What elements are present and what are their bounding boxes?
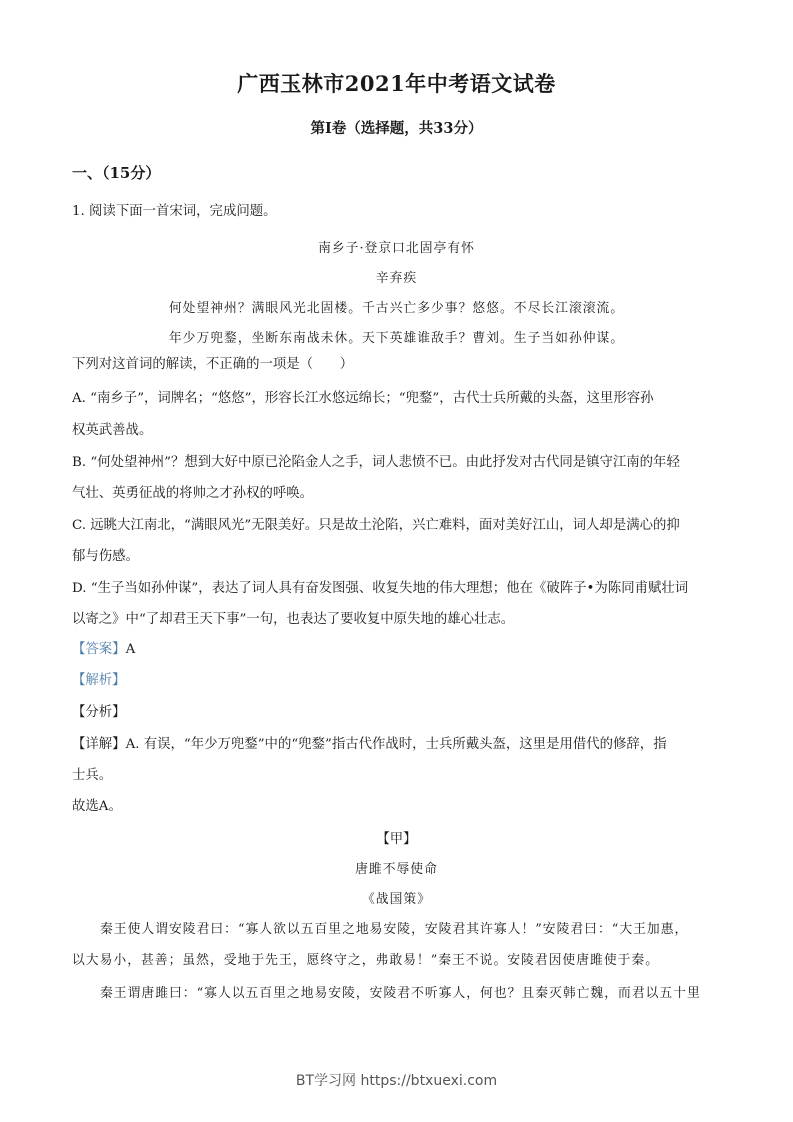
document-title: 广西玉林市2021年中考语文试卷	[237, 71, 556, 96]
detail-label: 【详解】	[72, 737, 126, 752]
poem-line-2: 年少万兜鍪，坐断东南战未休。天下英雄谁敌手？曹刘。生子当如孙仲谋。	[168, 331, 625, 346]
option-b-line-1: B. “何处望神州”？想到大好中原已沦陷金人之手，词人悲愤不已。由此抒发对古代同是镇守江南的年轻	[72, 455, 680, 470]
passage-para-1-line-2: 以大易小，甚善；虽然，受地于先王，愿终守之，弗敢易！”秦王不说。安陵君因使唐雎使于秦。	[72, 953, 660, 968]
option-d-line-1: D. “生子当如孙仲谋”，表达了词人具有奋发图强、收复失地的伟大理想；他在《破阵子•为陈同甫赋壮词	[72, 581, 689, 596]
watermark-footer: BT学习网 https://btxuexi.com	[295, 1073, 498, 1089]
option-a-line-2: 权英武善战。	[72, 423, 153, 438]
analysis-label: 【解析】	[72, 673, 126, 688]
question-prompt: 1. 阅读下面一首宋词，完成问题。	[72, 204, 277, 219]
poem-title: 南乡子·登京口北固亭有怀	[318, 241, 475, 256]
fenxi-label: 【分析】	[72, 705, 126, 720]
poem-line-1: 何处望神州？满眼风光北固楼。千古兴亡多少事？悠悠。不尽长江滚滚流。	[168, 301, 625, 316]
option-b-line-2: 气壮、英勇征战的将帅之才孙权的呼唤。	[72, 486, 314, 501]
section-heading: 一、（15分）	[72, 164, 161, 182]
answer-value: A	[125, 642, 136, 657]
detail-row	[72, 736, 667, 754]
detail-line-2: 士兵。	[72, 768, 113, 783]
option-a-line-1: A. “南乡子”，词牌名；“悠悠”，形容长江水悠远绵长；“兜鍪”，古代士兵所戴的头盔，这里形容孙	[72, 391, 654, 406]
passage-para-2-line-1: 秦王谓唐雎曰：“寡人以五百里之地易安陵，安陵君不听寡人，何也？且秦灭韩亡魏，而君以五十里	[100, 986, 701, 1001]
detail-line-1: A. 有误，“年少万兜鍪”中的“兜鍪”指古代作战时，士兵所戴头盔，这里是用借代的修辞，指	[125, 737, 667, 752]
passage-para-1-line-1: 秦王使人谓安陵君曰：“寡人欲以五百里之地易安陵，安陵君其许寡人！”安陵君曰：“大王加惠，	[100, 922, 689, 937]
option-d-line-2: 以寄之》中“了却君王天下事”一句，也表达了要收复中原失地的雄心壮志。	[72, 612, 515, 627]
conclusion: 故选A。	[72, 799, 122, 814]
option-c-line-1: C. 远眺大江南北，“满眼风光”无限美好。只是故土沦陷，兴亡难料，面对美好江山，词人却是满心的抑	[72, 518, 680, 533]
poem-author: 辛弃疾	[375, 271, 418, 286]
answer-row	[72, 641, 135, 659]
passage-source: 《战国策》	[362, 892, 431, 907]
passage-title: 唐雎不辱使命	[355, 862, 438, 877]
option-c-line-2: 郁与伤感。	[72, 549, 139, 564]
question-stem: 下列对这首词的解读，不正确的一项是（ ）	[72, 357, 354, 372]
answer-label: 【答案】	[72, 642, 126, 657]
document-subtitle: 第I卷（选择题，共33分）	[310, 120, 483, 137]
passage-marker: 【甲】	[376, 832, 417, 847]
